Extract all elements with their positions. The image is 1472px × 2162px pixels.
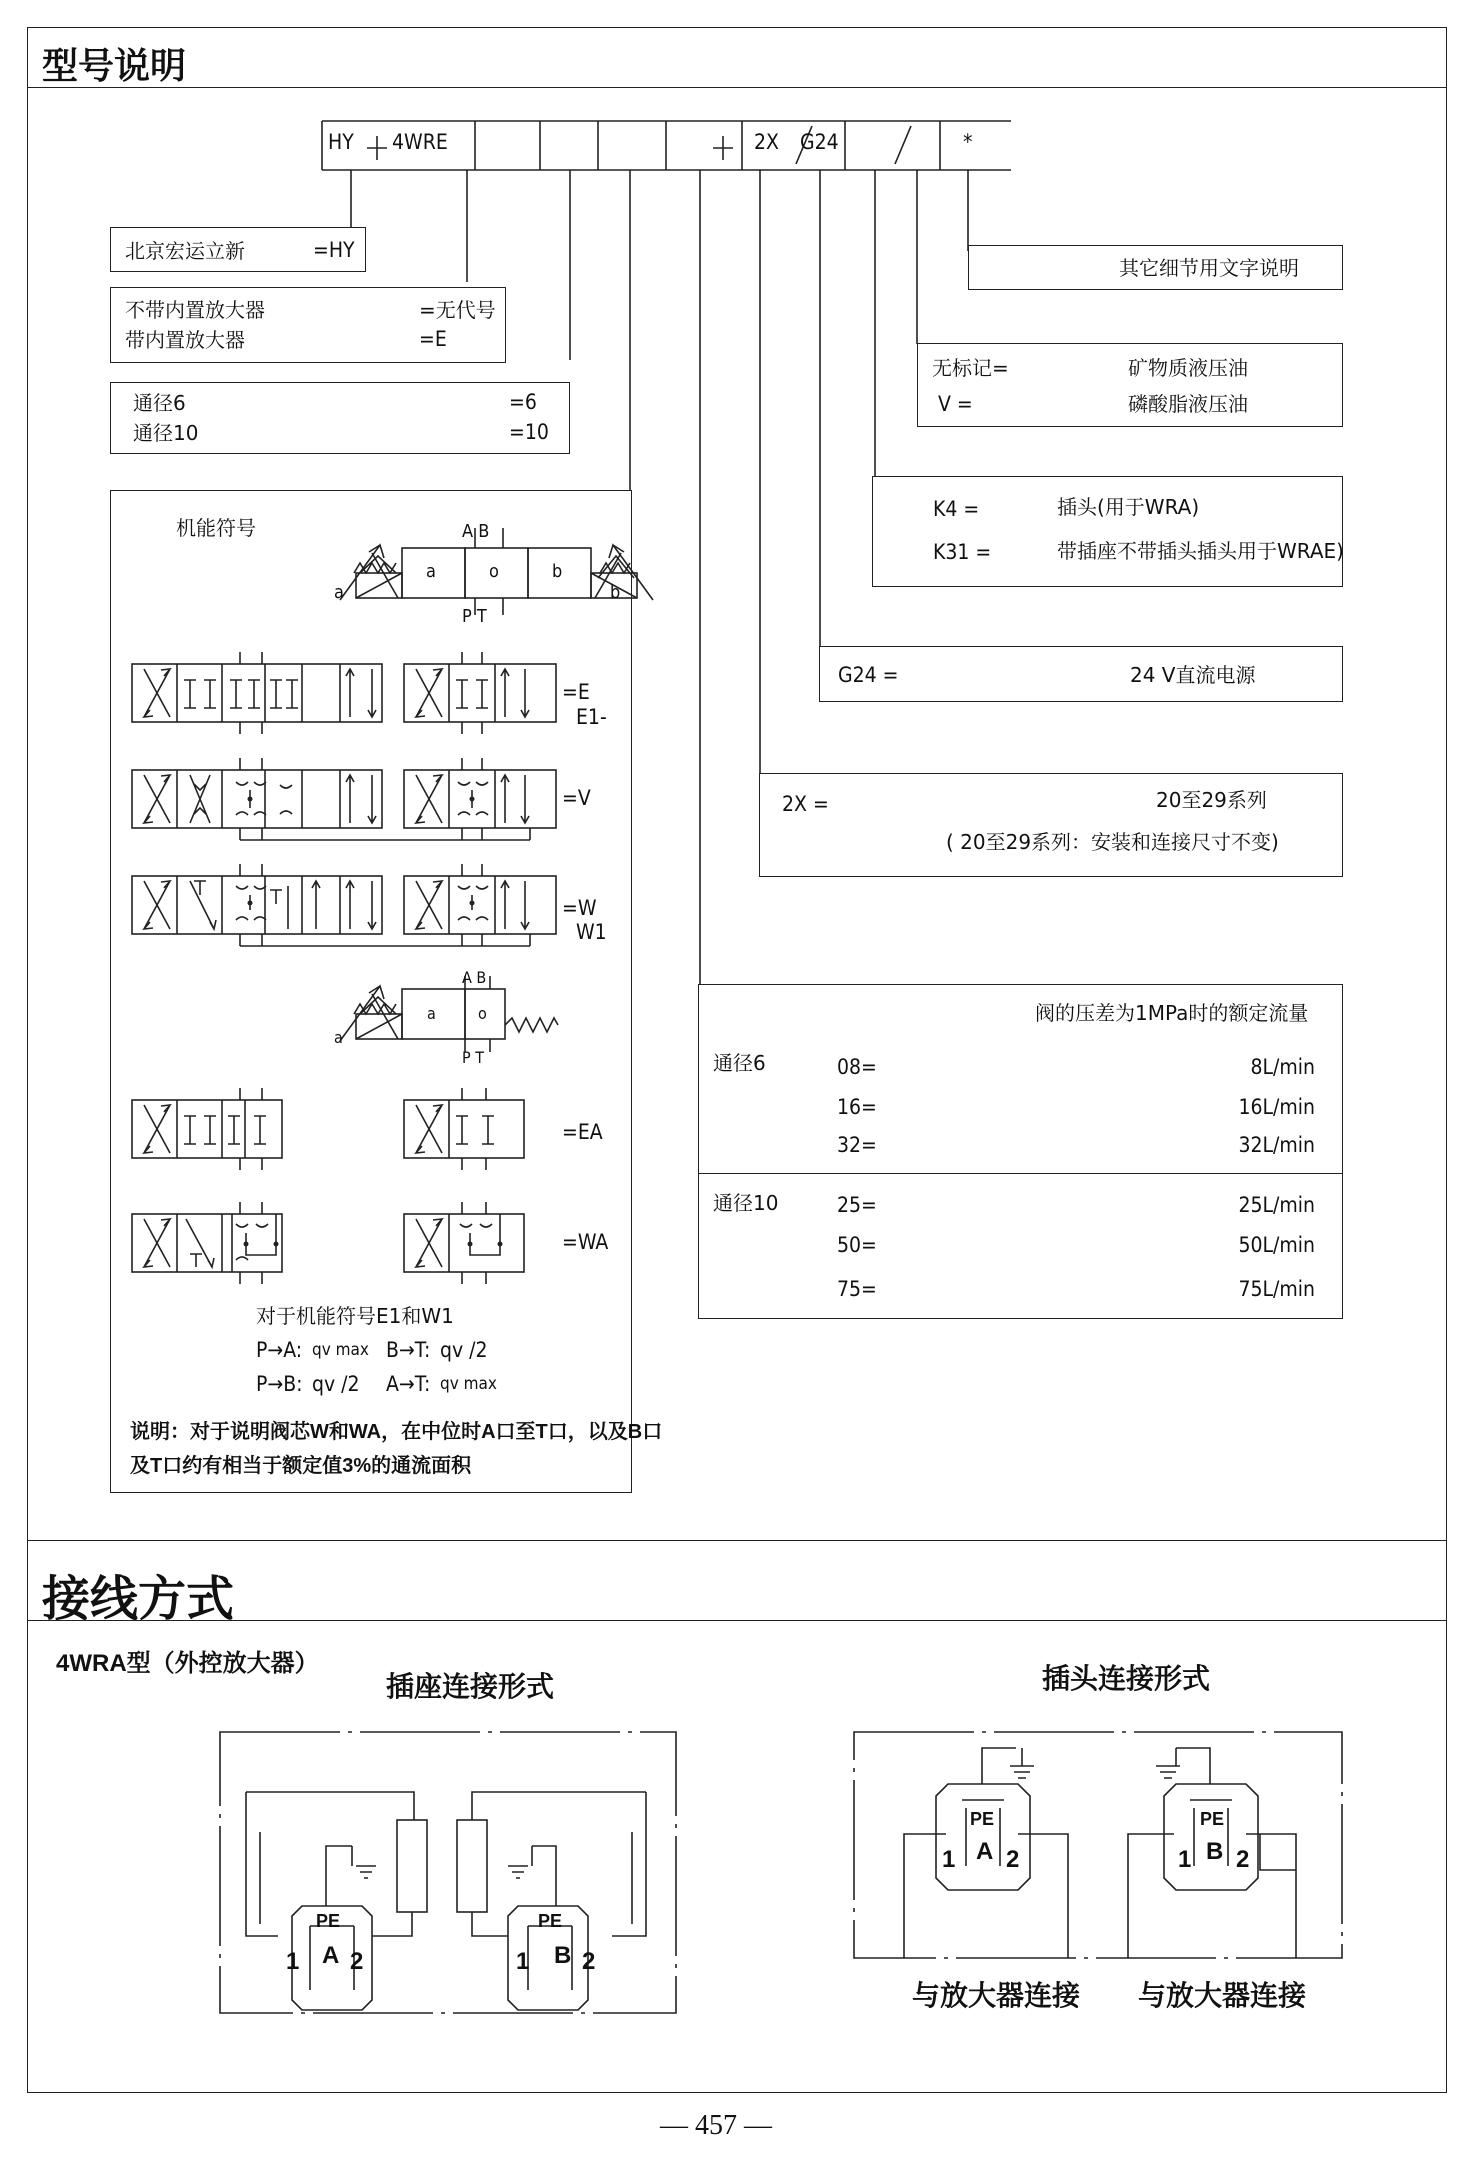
symbols-note2: 说明：对于说明阀芯W和WA，在中位时A口至T口，以及B口 [130, 1421, 663, 1443]
amp-row1-label: 不带内置放大器 [125, 298, 265, 322]
section-title-model: 型号说明 [42, 45, 187, 86]
pin-2: 2 [350, 1948, 364, 1975]
size-row1-value: =6 [509, 390, 537, 414]
size-row1-label: 通径6 [133, 391, 186, 415]
sym-pt: P T [462, 606, 487, 627]
series-note: ( 20至29系列：安装和连接尺寸不变) [946, 830, 1279, 854]
flow-b-t-val: qv /2 [440, 1338, 488, 1362]
flow-header: 阀的压差为1MPa时的额定流量 [1035, 1001, 1309, 1025]
sym-pt-2: P T [462, 1048, 485, 1067]
flow-p-a-val: qv max [312, 1340, 369, 1360]
plug-caption: 插头连接形式 [1042, 1663, 1211, 1694]
flow-val: 25L/min [1238, 1193, 1315, 1217]
flow-code: 50= [837, 1233, 877, 1257]
code-volt: G24 [800, 130, 839, 154]
power-v: 24 V直流电源 [1130, 663, 1256, 687]
socket-caption: 插座连接形式 [386, 1671, 555, 1702]
series-v: 20至29系列 [1156, 788, 1267, 812]
pin-B: B [554, 1942, 572, 1969]
flow-val: 50L/min [1238, 1233, 1315, 1257]
flow-a-t: A→T: [386, 1372, 431, 1396]
plug-k1: K4 = [933, 497, 980, 521]
pe-label: PE [1200, 1809, 1225, 1829]
flow-group-name: 通径6 [713, 1051, 766, 1075]
sym-b-label: b [610, 582, 621, 603]
sym-W: =W [562, 896, 597, 920]
sym-EA: =EA [562, 1120, 603, 1144]
series-k: 2X = [782, 792, 829, 816]
amp-row2-value: =E [419, 327, 447, 351]
flow-val: 16L/min [1238, 1095, 1315, 1119]
plug-k2: K31 = [933, 540, 992, 564]
sym-ab: A B [462, 521, 490, 542]
flow-a-t-val: qv max [440, 1374, 497, 1394]
amp-row2-label: 带内置放大器 [125, 328, 245, 352]
pin-1: 1 [516, 1948, 530, 1975]
flow-val: 32L/min [1238, 1133, 1315, 1157]
sym-a-center: a [426, 561, 436, 582]
flow-val: 75L/min [1238, 1277, 1315, 1301]
pin-2: 2 [1236, 1846, 1250, 1873]
flow-code: 08= [837, 1055, 877, 1079]
symbols-title: 机能符号 [176, 516, 256, 540]
size-row2-value: =10 [509, 420, 549, 444]
other-text: 其它细节用文字说明 [1119, 256, 1299, 280]
pin-2: 2 [1006, 1846, 1020, 1873]
pin-1: 1 [942, 1846, 956, 1873]
flow-code: 75= [837, 1277, 877, 1301]
plug-v1: 插头(用于WRA) [1057, 495, 1200, 519]
sym-E: =E [562, 680, 590, 704]
flow-b-t: B→T: [386, 1338, 431, 1362]
symbols-note3: 及T口约有相当于额定值3%的通流面积 [130, 1455, 472, 1477]
flow-p-b: P→B: [256, 1372, 303, 1396]
amp-caption-2: 与放大器连接 [1138, 1980, 1307, 2011]
pin-B: B [1206, 1838, 1224, 1865]
fluid-v1: 矿物质液压油 [1128, 356, 1248, 380]
sym-o-center-2: o [478, 1004, 487, 1023]
flow-p-b-val: qv /2 [312, 1372, 360, 1396]
section-title-wiring: 接线方式 [42, 1573, 235, 1626]
sym-o-center: o [489, 561, 499, 582]
power-k: G24 = [838, 663, 899, 687]
code-star: * [963, 130, 973, 154]
flow-code: 25= [837, 1193, 877, 1217]
plug-v2: 带插座不带插头插头用于WRAE) [1057, 539, 1344, 563]
symbols-note1: 对于机能符号E1和W1 [256, 1304, 454, 1328]
sym-ab-2: A B [462, 968, 487, 987]
pin-A: A [976, 1838, 994, 1865]
sym-E1: E1- [576, 705, 607, 729]
pin-1: 1 [286, 1948, 300, 1975]
code-series: 4WRE [392, 130, 448, 154]
fluid-k2: V = [938, 392, 973, 416]
maker-value: =HY [313, 238, 355, 262]
pin-A: A [322, 1942, 340, 1969]
sym-a-label: a [334, 582, 344, 603]
fluid-k1: 无标记= [932, 356, 1009, 380]
flow-val: 8L/min [1250, 1055, 1315, 1079]
size-row2-label: 通径10 [133, 421, 199, 445]
flow-p-a: P→A: [256, 1338, 303, 1362]
wiring-type: 4WRA型（外控放大器） [56, 1650, 319, 1677]
pe-label: PE [316, 1911, 341, 1931]
flow-group-name: 通径10 [713, 1191, 779, 1215]
flow-code: 32= [837, 1133, 877, 1157]
pe-label: PE [538, 1911, 563, 1931]
sym-V: =V [562, 786, 591, 810]
flow-code: 16= [837, 1095, 877, 1119]
fluid-v2: 磷酸脂液压油 [1128, 392, 1248, 416]
page-number: — 457 — [660, 2110, 772, 2141]
pin-1: 1 [1178, 1846, 1192, 1873]
pin-2: 2 [582, 1948, 596, 1975]
pe-label: PE [970, 1809, 995, 1829]
amp-row1-value: =无代号 [419, 298, 496, 322]
sym-a-2: a [334, 1028, 343, 1047]
maker-label: 北京宏运立新 [125, 239, 245, 263]
sym-W1: W1 [576, 920, 607, 944]
sym-a-center-2: a [427, 1004, 436, 1023]
sym-WA: =WA [562, 1230, 609, 1254]
code-gen: 2X [754, 130, 779, 154]
amp-caption-1: 与放大器连接 [912, 1980, 1081, 2011]
code-hy: HY [328, 130, 354, 154]
sym-b-center: b [552, 561, 563, 582]
